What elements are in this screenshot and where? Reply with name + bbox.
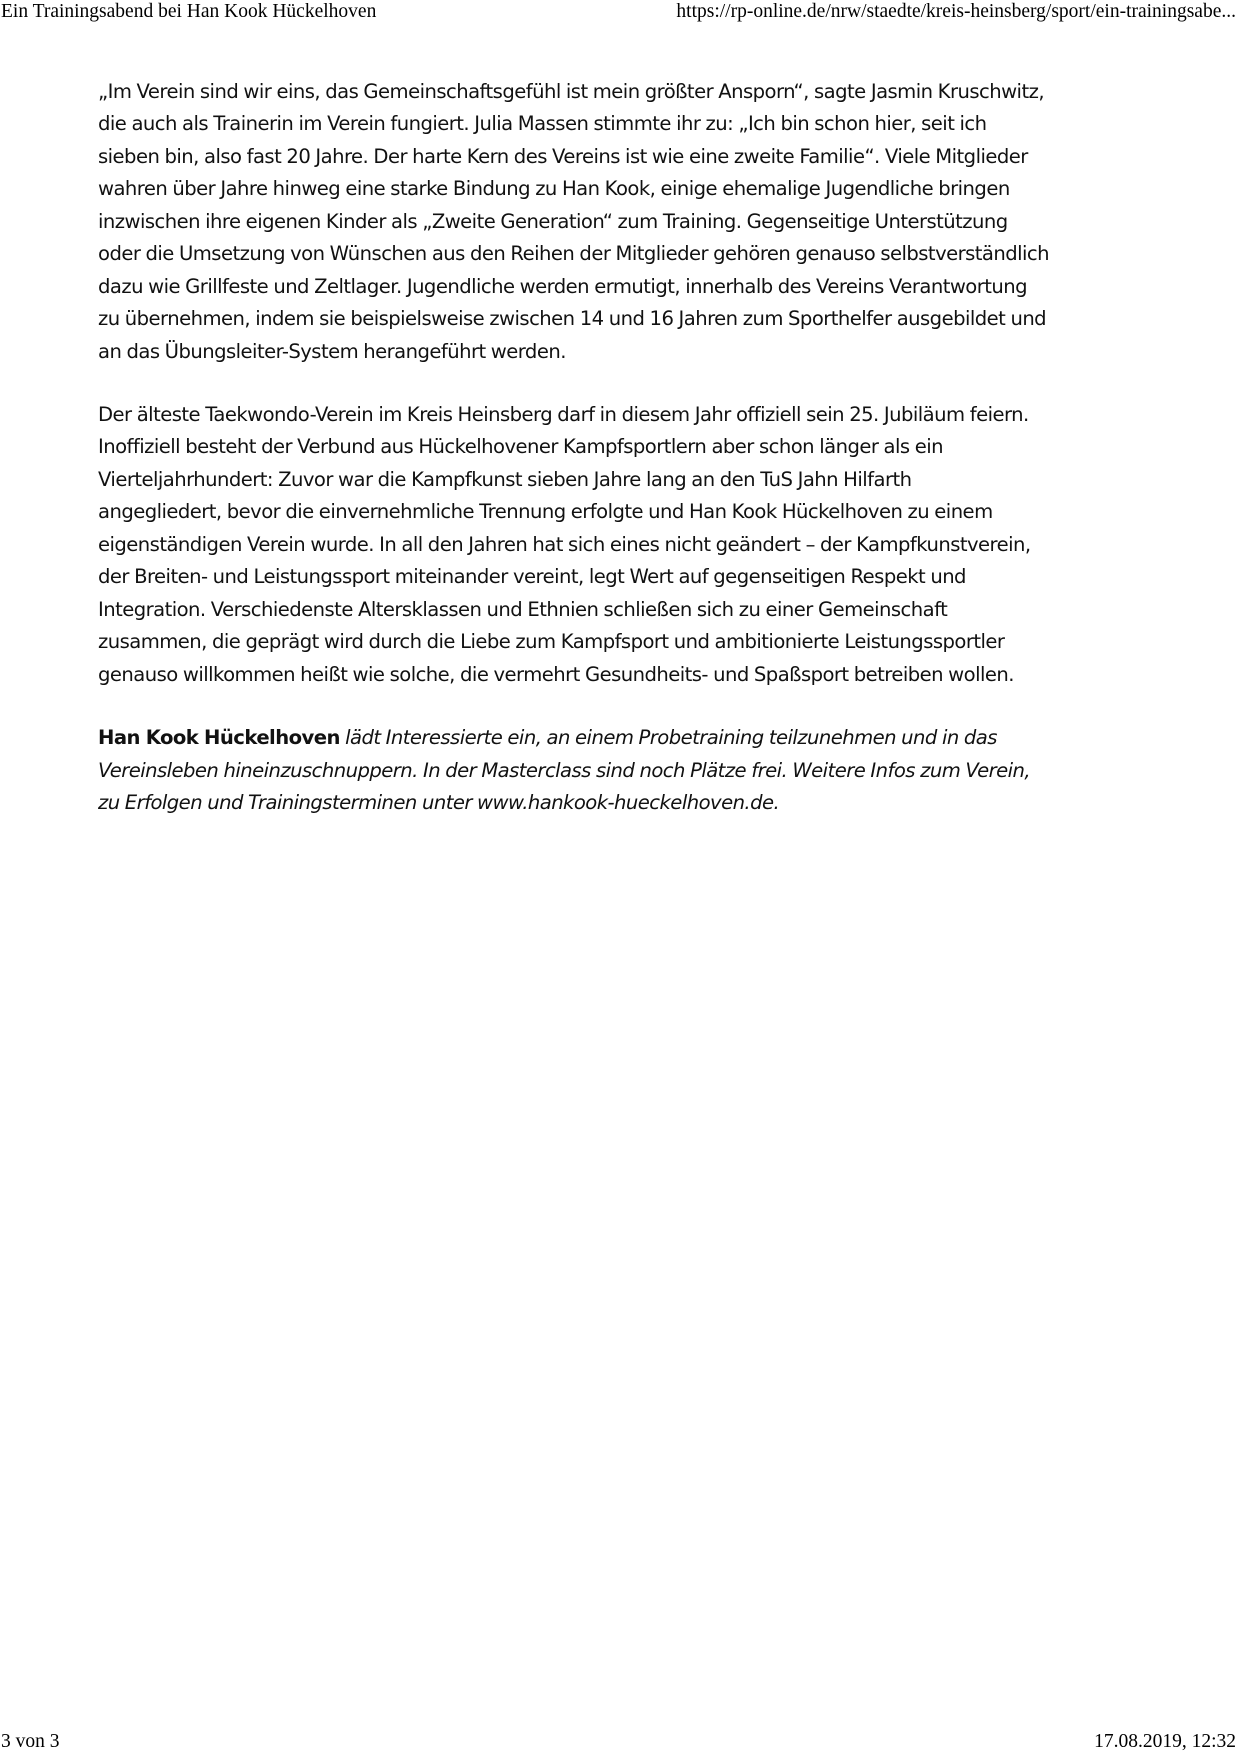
print-header-url[interactable]: https://rp-online.de/nrw/staedte/kreis-heinsberg/sport/ein-trainingsabe... <box>676 1 1236 22</box>
paragraph-line: zu übernehmen, indem sie beispielsweise zwischen 14 und 16 Jahren zum Sporthelfer ausgebildet und <box>98 307 1047 330</box>
paragraph-line: Vierteljahrhundert: Zuvor war die Kampfkunst sieben Jahre lang an den TuS Jahn Hilfarth <box>98 468 912 491</box>
club-name-bold: Han Kook Hückelhoven <box>98 726 340 749</box>
paragraph-line: zusammen, die geprägt wird durch die Liebe zum Kampfsport und ambitionierte Leistungssportler <box>98 630 1005 653</box>
paragraph-line: die auch als Trainerin im Verein fungiert. Julia Massen stimmte ihr zu: „Ich bin schon hier, seit ich <box>98 112 987 135</box>
paragraph-line: eigenständigen Verein wurde. In all den Jahren hat sich eines nicht geändert – der Kampfkunstverein, <box>98 533 1031 556</box>
paragraph-line: dazu wie Grillfeste und Zeltlager. Jugendliche werden ermutigt, innerhalb des Vereins Verantwortung <box>98 275 1027 298</box>
paragraph-line: Inoffiziell besteht der Verbund aus Hückelhovener Kampfsportlern aber schon länger als ein <box>98 435 943 458</box>
paragraph-line: Der älteste Taekwondo-Verein im Kreis Heinsberg darf in diesem Jahr offiziell sein 25. Jubiläum feiern. <box>98 403 1029 426</box>
paragraph-line: an das Übungsleiter-System herangeführt werden. <box>98 340 566 363</box>
paragraph-line <box>98 787 779 819</box>
info-text-italic: zu Erfolgen und Trainingsterminen unter www.hankook-hueckelhoven.de. <box>98 791 780 814</box>
print-header-title: Ein Trainingsabend bei Han Kook Hückelhoven <box>1 1 377 22</box>
paragraph-line: der Breiten- und Leistungssport miteinander vereint, legt Wert auf gegenseitigen Respekt und <box>98 565 966 588</box>
paragraph-line: Integration. Verschiedenste Altersklassen und Ethnien schließen sich zu einer Gemeinschaft <box>98 598 948 621</box>
paragraph-line: oder die Umsetzung von Wünschen aus den Reihen der Mitglieder gehören genauso selbstverständlich <box>98 242 1050 265</box>
print-footer-page-number: 3 von 3 <box>1 1731 60 1752</box>
paragraph-line: „Im Verein sind wir eins, das Gemeinschaftsgefühl ist mein größter Ansporn“, sagte Jasmin Kruschwitz, <box>98 80 1044 103</box>
info-text-italic: lädt Interessierte ein, an einem Probetraining teilzunehmen und in das <box>345 726 997 749</box>
paragraph-line: genauso willkommen heißt wie solche, die vermehrt Gesundheits- und Spaßsport betreiben wollen. <box>98 663 1014 686</box>
print-footer-datetime: 17.08.2019, 12:32 <box>1094 1731 1236 1752</box>
paragraph-line: angegliedert, bevor die einvernehmliche Trennung erfolgte und Han Kook Hückelhoven zu einem <box>98 500 993 523</box>
paragraph-line: wahren über Jahre hinweg eine starke Bindung zu Han Kook, einige ehemalige Jugendliche bringen <box>98 177 1010 200</box>
info-text-italic: Vereinsleben hineinzuschnuppern. In der Masterclass sind noch Plätze frei. Weitere Infos zum Verein, <box>98 759 1031 782</box>
paragraph-line: sieben bin, also fast 20 Jahre. Der harte Kern des Vereins ist wie eine zweite Familie“. Viele Mitglieder <box>98 145 1028 168</box>
paragraph-line <box>98 755 1030 787</box>
paragraph-line: inzwischen ihre eigenen Kinder als „Zweite Generation“ zum Training. Gegenseitige Unterstützung <box>98 210 1008 233</box>
paragraph-line <box>98 722 997 754</box>
